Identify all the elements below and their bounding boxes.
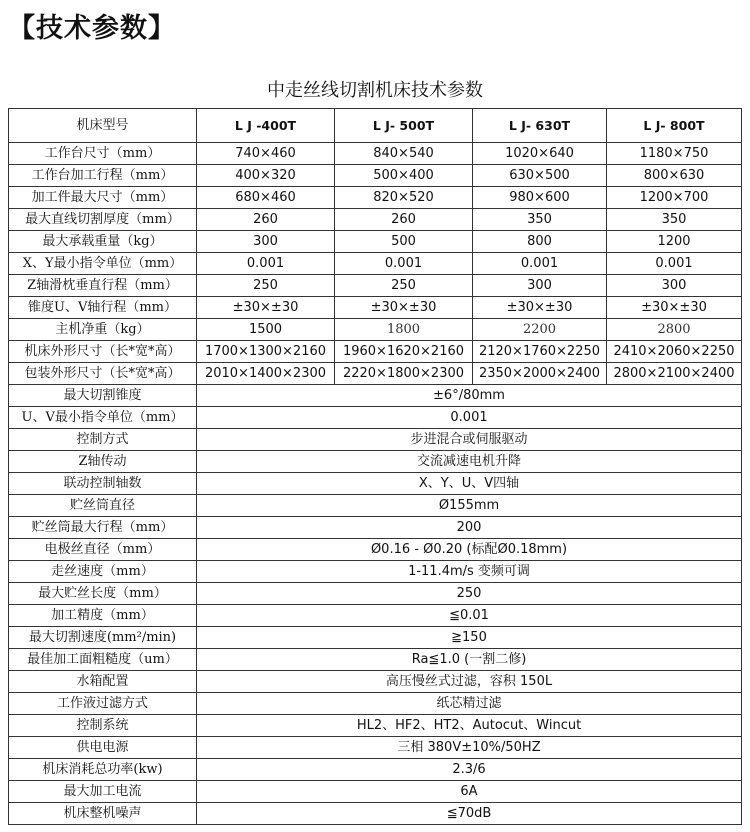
spec-label: 工作台尺寸（mm） [9,143,197,165]
spec-row-shared [9,385,742,407]
spec-value: 500×400 [335,165,473,187]
table-title: 中走丝线切割机床技术参数 [267,80,483,101]
spec-value-shared: Ø0.16 - Ø0.20 (标配Ø0.18mm) [197,539,742,561]
spec-value-shared: 250 [197,583,742,605]
spec-label: 锥度U、V轴行程（mm） [9,297,197,319]
spec-value: 0.001 [473,253,607,275]
spec-row [9,209,742,231]
spec-row-shared [9,671,742,693]
model-name: L J- 500T [335,109,473,143]
spec-label: 工作液过滤方式 [9,693,197,715]
spec-value: 740×460 [197,143,335,165]
spec-value: 260 [335,209,473,231]
spec-value-shared: 交流减速电机升降 [197,451,742,473]
spec-label: 最大切割速度(mm²/min) [9,627,197,649]
spec-value: 1020×640 [473,143,607,165]
spec-label: 最大切割锥度 [9,385,197,407]
spec-label: Z轴滑枕垂直行程（mm） [9,275,197,297]
spec-value: 630×500 [473,165,607,187]
spec-value: 500 [335,231,473,253]
spec-value: 300 [607,275,742,297]
spec-row-shared [9,715,742,737]
spec-value: 2010×1400×2300 [197,363,335,385]
spec-value: 1700×1300×2160 [197,341,335,363]
spec-value: 1200 [607,231,742,253]
spec-label: 贮丝筒最大行程（mm） [9,517,197,539]
spec-value: 250 [335,275,473,297]
spec-label: Z轴传动 [9,451,197,473]
spec-row-shared [9,693,742,715]
spec-row-shared [9,561,742,583]
spec-label: 走丝速度（mm） [9,561,197,583]
spec-label: 供电电源 [9,737,197,759]
spec-value: 2800×2100×2400 [607,363,742,385]
spec-row [9,297,742,319]
spec-value: 1800 [335,319,473,341]
spec-label: 机床外形尺寸（长*宽*高） [9,341,197,363]
spec-row-shared [9,473,742,495]
spec-row [9,253,742,275]
spec-value: 300 [197,231,335,253]
model-name: L J- 800T [607,109,742,143]
spec-value-shared: ≧150 [197,627,742,649]
spec-row [9,341,742,363]
spec-row-shared [9,737,742,759]
spec-value: 840×540 [335,143,473,165]
spec-value: 1200×700 [607,187,742,209]
spec-value-shared: 6A [197,781,742,803]
spec-value: 350 [473,209,607,231]
spec-value: 2350×2000×2400 [473,363,607,385]
spec-label: 水箱配置 [9,671,197,693]
spec-value-shared: 高压慢丝式过滤，容积 150L [197,671,742,693]
model-name: L J- 630T [473,109,607,143]
spec-value-shared: 三相 380V±10%/50HZ [197,737,742,759]
spec-value: 2120×1760×2250 [473,341,607,363]
spec-value: 980×600 [473,187,607,209]
spec-row-shared [9,407,742,429]
spec-row-shared [9,649,742,671]
spec-value-shared: 1-11.4m/s 变频可调 [197,561,742,583]
spec-label: 控制系统 [9,715,197,737]
spec-row [9,187,742,209]
spec-value: 1960×1620×2160 [335,341,473,363]
spec-value: ±30×±30 [197,297,335,319]
spec-row [9,143,742,165]
spec-value: 350 [607,209,742,231]
spec-row-shared [9,495,742,517]
spec-value-shared: X、Y、U、V四轴 [197,473,742,495]
spec-value-shared: 200 [197,517,742,539]
spec-value: 0.001 [197,253,335,275]
spec-value: 2410×2060×2250 [607,341,742,363]
spec-value-shared: ±6°/80mm [197,385,742,407]
spec-label: 主机净重（kg） [9,319,197,341]
spec-label: 最大贮丝长度（mm） [9,583,197,605]
spec-table [8,108,742,825]
model-header-row [9,109,742,143]
spec-row-shared [9,517,742,539]
spec-value: 2800 [607,319,742,341]
spec-value-shared: 0.001 [197,407,742,429]
spec-row-shared [9,759,742,781]
spec-value: 800 [473,231,607,253]
section-heading: 【技术参数】 [8,13,176,44]
spec-value-shared: 步进混合或伺服驱动 [197,429,742,451]
spec-label: 最佳加工面粗糙度（um） [9,649,197,671]
spec-row-shared [9,781,742,803]
spec-value-shared: ≦0.01 [197,605,742,627]
spec-value: 1500 [197,319,335,341]
spec-value: 2200 [473,319,607,341]
spec-value-shared: 2.3/6 [197,759,742,781]
spec-row [9,165,742,187]
spec-label: 工作台加工行程（mm） [9,165,197,187]
spec-value: 820×520 [335,187,473,209]
spec-row [9,319,742,341]
spec-value-shared: ≦70dB [197,803,742,825]
spec-value: 0.001 [335,253,473,275]
spec-row-shared [9,627,742,649]
spec-value: ±30×±30 [607,297,742,319]
spec-value: 800×630 [607,165,742,187]
spec-value: 680×460 [197,187,335,209]
spec-label: 包装外形尺寸（长*宽*高） [9,363,197,385]
spec-value-shared: Ra≦1.0 (一割二修) [197,649,742,671]
spec-value: 2220×1800×2300 [335,363,473,385]
spec-table-body [9,109,742,825]
spec-value-shared: Ø155mm [197,495,742,517]
spec-value: 300 [473,275,607,297]
spec-row-shared [9,539,742,561]
spec-label: 控制方式 [9,429,197,451]
spec-row [9,275,742,297]
spec-label: 加工精度（mm） [9,605,197,627]
spec-row-shared [9,451,742,473]
spec-value: 260 [197,209,335,231]
spec-value: ±30×±30 [473,297,607,319]
spec-row-shared [9,605,742,627]
spec-label: 机床消耗总功率(kw) [9,759,197,781]
spec-label: X、Y最小指令单位（mm） [9,253,197,275]
spec-row [9,363,742,385]
spec-label: 最大直线切割厚度（mm） [9,209,197,231]
spec-label: 机床整机噪声 [9,803,197,825]
spec-row [9,231,742,253]
spec-value: 400×320 [197,165,335,187]
spec-value-shared: HL2、HF2、HT2、Autocut、Wincut [197,715,742,737]
spec-label: 加工件最大尺寸（mm） [9,187,197,209]
spec-label: 最大加工电流 [9,781,197,803]
spec-label: 最大承载重量（kg） [9,231,197,253]
spec-value-shared: 纸芯精过滤 [197,693,742,715]
spec-row-shared [9,583,742,605]
header-label: 机床型号 [9,109,197,143]
spec-label: 电极丝直径（mm） [9,539,197,561]
spec-label: 贮丝筒直径 [9,495,197,517]
spec-value: 250 [197,275,335,297]
spec-value: 1180×750 [607,143,742,165]
spec-value: 0.001 [607,253,742,275]
model-name: L J -400T [197,109,335,143]
spec-label: 联动控制轴数 [9,473,197,495]
spec-label: U、V最小指令单位（mm） [9,407,197,429]
spec-value: ±30×±30 [335,297,473,319]
spec-row-shared [9,803,742,825]
spec-row-shared [9,429,742,451]
